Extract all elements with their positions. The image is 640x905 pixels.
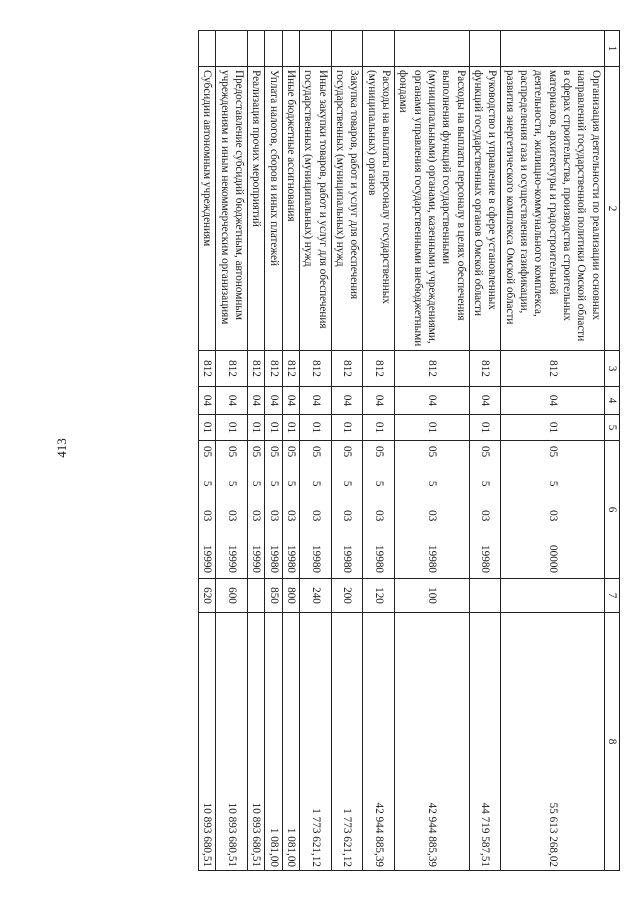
target-article-part: 19990 (225, 545, 238, 573)
row-number-cell (469, 31, 501, 67)
target-article-part: 5 (201, 480, 214, 487)
table-row (331, 31, 363, 871)
table-row (216, 31, 248, 871)
amount-cell: 55 613 268,02 (501, 613, 604, 871)
code-section: 04 (265, 387, 282, 415)
code-section: 04 (395, 387, 470, 415)
target-article-code (469, 441, 501, 579)
amount-cell: 44 719 587,51 (469, 613, 501, 871)
code-subsection: 01 (469, 415, 501, 441)
target-article-code (248, 441, 265, 579)
row-name: Предоставление субсидий бюджетным, автономным учреждениям и иным некоммерческим организациям (216, 67, 248, 351)
target-article-part: 03 (372, 510, 385, 522)
target-article-part: 5 (546, 480, 559, 487)
row-name: Уплата налогов, сборов и иных платежей (265, 67, 282, 351)
table-body (199, 31, 605, 871)
target-article-part: 5 (426, 480, 439, 487)
code-section: 04 (300, 387, 332, 415)
table-row (395, 31, 470, 871)
target-article-part: 05 (309, 446, 322, 458)
target-article-part: 5 (309, 480, 322, 487)
row-name: Субсидии автономным учреждениям (199, 67, 216, 351)
column-header-3: 3 (604, 351, 619, 387)
row-number-cell (216, 31, 248, 67)
target-article-part: 5 (267, 480, 280, 487)
target-article-part: 19980 (267, 545, 280, 573)
table-row (265, 31, 282, 871)
expense-type-code: 100 (395, 579, 470, 613)
code-ministry: 812 (265, 351, 282, 387)
target-article-part: 03 (250, 510, 263, 522)
row-name: Реализация прочих мероприятий (248, 67, 265, 351)
code-ministry: 812 (363, 351, 395, 387)
code-section: 04 (199, 387, 216, 415)
column-header-8: 8 (604, 613, 619, 871)
code-subsection: 01 (199, 415, 216, 441)
code-subsection: 01 (282, 415, 299, 441)
target-article-part: 05 (250, 446, 263, 458)
target-article-part: 03 (341, 510, 354, 522)
expense-type-code: 850 (265, 579, 282, 613)
code-section: 04 (248, 387, 265, 415)
row-number-cell (501, 31, 604, 67)
code-section: 04 (501, 387, 604, 415)
budget-table (198, 30, 620, 871)
target-article-part: 19980 (426, 545, 439, 573)
row-name: Закупка товаров, работ и услуг для обеспечения государственных (муниципальных) нужд (331, 67, 363, 351)
target-article-code (331, 441, 363, 579)
column-header-1: 1 (604, 31, 619, 67)
amount-cell: 42 944 885,39 (363, 613, 395, 871)
row-number-cell (363, 31, 395, 67)
table-row (282, 31, 299, 871)
column-header-6: 6 (604, 441, 619, 579)
target-article-part: 03 (201, 510, 214, 522)
code-section: 04 (363, 387, 395, 415)
row-name: Расходы на выплаты персоналу государственных (муниципальных) органов (363, 67, 395, 351)
target-article-part: 05 (267, 446, 280, 458)
column-header-2: 2 (604, 67, 619, 351)
amount-cell: 10 893 680,51 (248, 613, 265, 871)
table-row (300, 31, 332, 871)
code-subsection: 01 (300, 415, 332, 441)
code-subsection: 01 (363, 415, 395, 441)
row-name: Организация деятельности по реализации основных направлений государственной политики Омской области в сферах строительства, производства строительных материалов, архитектуры и градостроительной деятельности, жилищно-коммунального комплекса, распределения газа и осуществления газификации, развития энергетического комплекса Омской области (501, 67, 604, 351)
row-number-cell (265, 31, 282, 67)
target-article-part: 05 (426, 446, 439, 458)
code-subsection: 01 (395, 415, 470, 441)
row-name: Расходы на выплаты персоналу в целях обеспечения выполнения функций государственными (муниципальными) органами, казенными учреждениями, органами управления государственными внебюджетными фондами (395, 67, 470, 351)
code-ministry: 812 (395, 351, 470, 387)
target-article-part: 05 (225, 446, 238, 458)
code-ministry: 812 (501, 351, 604, 387)
target-article-part: 19990 (250, 545, 263, 573)
target-article-part: 5 (285, 480, 298, 487)
row-name: Иные бюджетные ассигнования (282, 67, 299, 351)
target-article-code (501, 441, 604, 579)
target-article-part: 05 (372, 446, 385, 458)
amount-cell: 1 081,00 (282, 613, 299, 871)
target-article-part: 03 (225, 510, 238, 522)
target-article-code (300, 441, 332, 579)
target-article-part: 05 (546, 446, 559, 458)
target-article-part: 03 (267, 510, 280, 522)
target-article-code (216, 441, 248, 579)
target-article-code (265, 441, 282, 579)
target-article-part: 19980 (372, 545, 385, 573)
expense-type-code (469, 579, 501, 613)
expense-type-code: 600 (216, 579, 248, 613)
page-number: 413 (54, 438, 69, 458)
target-article-part: 05 (341, 446, 354, 458)
table-row (199, 31, 216, 871)
code-ministry: 812 (300, 351, 332, 387)
target-article-code (199, 441, 216, 579)
amount-cell: 10 893 680,51 (216, 613, 248, 871)
expense-type-code: 620 (199, 579, 216, 613)
code-ministry: 812 (248, 351, 265, 387)
row-number-cell (395, 31, 470, 67)
code-ministry: 812 (469, 351, 501, 387)
expense-type-code: 240 (300, 579, 332, 613)
amount-cell: 1 773 621,12 (331, 613, 363, 871)
expense-type-code (248, 579, 265, 613)
table-row (469, 31, 501, 871)
amount-cell: 1 081,00 (265, 613, 282, 871)
column-header-5: 5 (604, 415, 619, 441)
target-article-part: 00000 (546, 545, 559, 573)
code-section: 04 (331, 387, 363, 415)
target-article-part: 5 (225, 480, 238, 487)
amount-cell: 10 893 680,51 (199, 613, 216, 871)
code-section: 04 (216, 387, 248, 415)
column-header-4: 4 (604, 387, 619, 415)
code-ministry: 812 (331, 351, 363, 387)
amount-cell: 1 773 621,12 (300, 613, 332, 871)
column-header-7: 7 (604, 579, 619, 613)
expense-type-code: 800 (282, 579, 299, 613)
amount-cell: 42 944 885,39 (395, 613, 470, 871)
code-section: 04 (469, 387, 501, 415)
row-name: Руководство и управление в сфере установленных функций государственных органов Омской области (469, 67, 501, 351)
code-section: 04 (282, 387, 299, 415)
target-article-part: 03 (285, 510, 298, 522)
code-subsection: 01 (216, 415, 248, 441)
target-article-code (395, 441, 470, 579)
target-article-part: 19980 (285, 545, 298, 573)
code-ministry: 812 (199, 351, 216, 387)
target-article-part: 19980 (479, 545, 492, 573)
code-subsection: 01 (331, 415, 363, 441)
target-article-part: 5 (250, 480, 263, 487)
expense-type-code: 120 (363, 579, 395, 613)
row-number-cell (199, 31, 216, 67)
expense-type-code: 200 (331, 579, 363, 613)
target-article-part: 19980 (341, 545, 354, 573)
row-number-cell (248, 31, 265, 67)
table-row (248, 31, 265, 871)
target-article-part: 5 (372, 480, 385, 487)
code-ministry: 812 (282, 351, 299, 387)
code-ministry: 812 (216, 351, 248, 387)
target-article-part: 03 (546, 510, 559, 522)
header-row (604, 31, 619, 871)
code-subsection: 01 (248, 415, 265, 441)
row-name: Иные закупки товаров, работ и услуг для обеспечения государственных (муниципальных) нужд (300, 67, 332, 351)
code-subsection: 01 (265, 415, 282, 441)
target-article-code (363, 441, 395, 579)
target-article-part: 03 (479, 510, 492, 522)
target-article-part: 03 (426, 510, 439, 522)
target-article-part: 05 (285, 446, 298, 458)
rotated-page (60, 30, 620, 870)
target-article-code (282, 441, 299, 579)
row-number-cell (331, 31, 363, 67)
target-article-part: 19980 (309, 545, 322, 573)
code-subsection: 01 (501, 415, 604, 441)
target-article-part: 19990 (201, 545, 214, 573)
row-number-cell (300, 31, 332, 67)
target-article-part: 5 (479, 480, 492, 487)
table-row (363, 31, 395, 871)
row-number-cell (282, 31, 299, 67)
target-article-part: 5 (341, 480, 354, 487)
target-article-part: 05 (479, 446, 492, 458)
target-article-part: 03 (309, 510, 322, 522)
expense-type-code (501, 579, 604, 613)
table-row (501, 31, 604, 871)
target-article-part: 05 (201, 446, 214, 458)
